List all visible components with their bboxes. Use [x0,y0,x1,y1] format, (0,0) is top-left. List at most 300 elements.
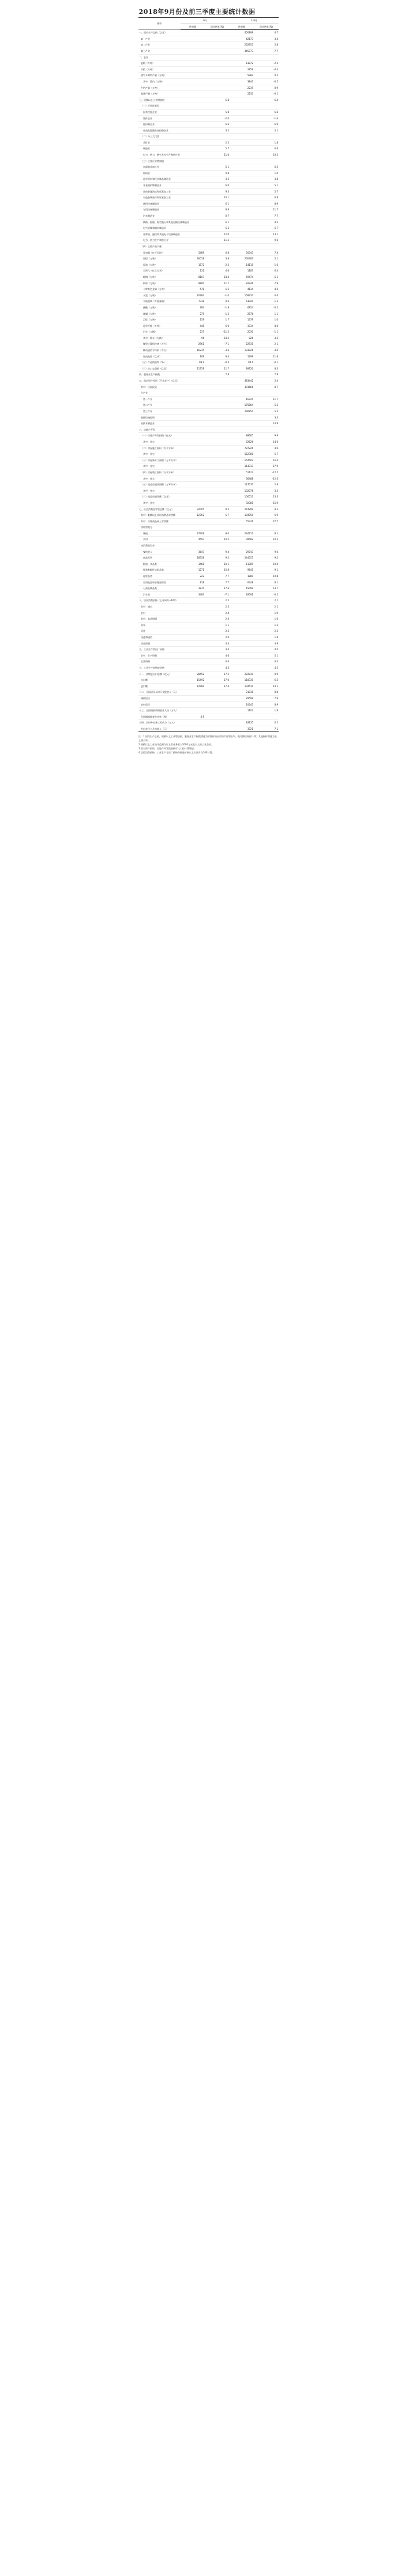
header-month-group: 9月 [181,18,230,24]
ytd-value [230,207,254,213]
table-row [138,323,279,329]
month-value [181,695,205,701]
row-label: 十种有色金属（万吨） [138,286,181,293]
ytd-growth: -0.5 [254,78,279,85]
ytd-growth: 5.1 [254,653,279,659]
table-row [138,36,279,42]
ytd-value: 826 [230,335,254,341]
table-row [138,396,279,402]
row-label: 服装鞋帽针纺织品类 [138,567,181,574]
month-growth: 4.6 [205,268,230,274]
row-label: 采矿业 [138,139,181,146]
ytd-growth: 6.3 [254,164,279,171]
ytd-growth: 9.9 [254,433,279,439]
ytd-growth: 11.7 [254,396,279,402]
ytd-growth: -1.6 [254,115,279,122]
month-growth [205,91,230,97]
month-growth: 6.1 [205,201,230,207]
table-row [138,421,279,427]
ytd-growth [254,714,279,720]
ytd-value [230,653,254,659]
month-growth [205,414,230,421]
ytd-growth: 0.5 [254,720,279,726]
row-label: 其中：实物商品网上零售额 [138,518,181,525]
month-growth: 0.6 [205,659,230,665]
month-value [181,409,205,415]
table-row [138,219,279,225]
ytd-value: 36488 [230,476,254,482]
row-label: 四、服务业生产指数 [138,372,181,378]
month-growth [205,543,230,549]
month-growth: 11.7 [205,365,230,372]
ytd-value [230,225,254,232]
row-label: （五）产品销售率（%） [138,360,181,366]
header-indicator: 指标 [138,18,181,30]
row-label: 城镇居民 [138,695,181,701]
row-label: 农村居民 [138,701,181,708]
row-label: 全国城镇调查失业率（%） [138,714,181,720]
month-value [181,122,205,128]
month-growth [205,701,230,708]
month-value [181,97,205,103]
month-value: 3647 [181,549,205,555]
month-growth [205,482,230,488]
month-value: 32005 [181,506,205,512]
ytd-growth: 7.7 [254,48,279,54]
month-growth [205,451,230,458]
table-row [138,103,279,110]
month-value [181,85,205,91]
month-growth: 10.8 [205,567,230,574]
month-value [181,640,205,647]
month-value [181,665,205,671]
ytd-value: 98.1 [230,360,254,366]
ytd-growth [254,525,279,531]
month-growth: 7.7 [205,579,230,586]
ytd-value: 50343 [230,250,254,256]
ytd-growth: 8.8 [254,689,279,696]
ytd-growth: 1.9 [254,610,279,616]
month-value [181,402,205,409]
ytd-growth: 6.6 [254,146,279,152]
row-label: 第一产业 [138,36,181,42]
month-growth [205,42,230,48]
row-label: 外出农民工月均收入（元） [138,726,181,732]
row-label: 电气机械和器材制造业 [138,225,181,232]
ytd-value: 22935 [230,341,254,348]
table-row [138,482,279,488]
month-growth: 10.5 [205,537,230,543]
ytd-value: 158220 [230,292,254,299]
month-growth: 3.8 [205,256,230,262]
ytd-value: 1299 [230,353,254,360]
month-value [181,188,205,195]
month-value: 275 [181,311,205,317]
table-row [138,109,279,115]
ytd-value [230,414,254,421]
month-growth: 10.1 [205,195,230,201]
ytd-growth [254,427,279,433]
month-growth: 17.4 [205,683,230,689]
ytd-growth: 14.0 [254,439,279,445]
month-growth: 2.5 [205,604,230,610]
month-value: 131 [181,268,205,274]
month-growth [205,36,230,42]
month-value [181,115,205,122]
month-value: 2961 [181,341,205,348]
ytd-value: 483442 [230,378,254,384]
ytd-value: 11389 [230,561,254,567]
row-label: 其中：猪肉（万吨） [138,78,181,85]
month-growth [205,421,230,427]
table-row [138,555,279,561]
row-label: （三）主要行业增加值 [138,158,181,164]
month-growth: 6.0 [205,183,230,189]
month-growth [205,103,230,110]
ytd-growth: 4.6 [254,286,279,293]
table-row [138,591,279,598]
month-value [181,720,205,726]
table-row [138,494,279,500]
row-label: 铁路、船舶、航空航天和其他运输设备制造业 [138,219,181,225]
month-growth [205,457,230,463]
ytd-value [230,134,254,140]
month-value [181,616,205,623]
month-growth: 4.6 [205,653,230,659]
row-label: 夏粮（万吨） [138,61,181,67]
table-row [138,30,279,36]
table-row [138,85,279,91]
table-row [138,543,279,549]
ytd-growth: -12.3 [254,476,279,482]
month-growth: 9.2 [205,555,230,561]
month-growth: 2.4 [205,616,230,623]
table-row [138,152,279,159]
month-value: 159 [181,317,205,323]
month-value [181,500,205,506]
row-label: 第二产业 [138,42,181,48]
ytd-growth: 6.6 [254,109,279,115]
table-row [138,188,279,195]
ytd-value: 62626 [230,439,254,445]
row-label: 九、工业生产者出厂价格 [138,647,181,653]
month-growth [205,494,230,500]
month-growth [205,73,230,79]
row-label: 居住 [138,628,181,635]
month-growth: -3.6 [205,348,230,354]
row-label: 二、农业 [138,54,181,61]
table-row [138,683,279,689]
table-row [138,537,279,543]
row-label: （一）分经济类型 [138,103,181,110]
month-growth: 3.5 [205,176,230,183]
table-row [138,66,279,73]
row-label: 粗钢（万吨） [138,274,181,280]
row-label: 移动通信手持机（万台） [138,348,181,354]
month-value: 98.9 [181,360,205,366]
ytd-value: 16724 [230,396,254,402]
row-label: 化学原料和化学制品制造业 [138,176,181,183]
ytd-growth: -3.0 [254,348,279,354]
month-value [181,445,205,451]
header-ytd-group: 1-9月 [230,18,279,24]
month-value: 15492 [181,677,205,684]
ytd-growth: 1.1 [254,311,279,317]
ytd-value: 14115 [230,262,254,268]
month-value [181,488,205,494]
month-value [181,628,205,635]
row-label: 化妆品类 [138,574,181,580]
row-label: 出口额 [138,677,181,684]
month-value [181,231,205,237]
ytd-growth: 10.8 [254,574,279,580]
ytd-growth: 1.8 [254,634,279,640]
row-label: 集体企业 [138,115,181,122]
month-growth: 2.0 [205,634,230,640]
row-label: 硫酸（万吨） [138,304,181,311]
ytd-value: 222839 [230,671,254,677]
table-row [138,457,279,463]
table-row [138,634,279,640]
ytd-growth: -1.1 [254,329,279,335]
row-label: 微型计算机设备（万台） [138,341,181,348]
ytd-value: 28591 [230,591,254,598]
month-value: 28452 [181,671,205,677]
month-value [181,195,205,201]
ytd-growth: 4.0 [254,445,279,451]
ytd-value [230,115,254,122]
table-row [138,237,279,244]
month-growth: 6.0 [205,323,230,329]
ytd-value: 234717 [230,530,254,537]
month-value [181,30,205,36]
month-value: 1468 [181,561,205,567]
ytd-value: 260487 [230,256,254,262]
table-row [138,701,279,708]
month-value: 7318 [181,299,205,305]
month-growth: 6.1 [205,219,230,225]
table-row [138,628,279,635]
table-row [138,353,279,360]
ytd-growth: 9.9 [254,671,279,677]
row-label: 计算机、通信和其他电子设备制造业 [138,231,181,237]
month-growth: -0.3 [205,360,230,366]
ytd-value: 92380 [230,500,254,506]
ytd-growth: 8.0 [254,323,279,329]
month-growth [205,243,230,250]
ytd-growth: 1.0 [254,317,279,323]
month-growth [205,54,230,61]
month-value [181,701,205,708]
ytd-growth: -4.3 [254,66,279,73]
month-value [181,457,205,463]
month-value: 16235 [181,348,205,354]
month-growth: -14.5 [205,335,230,341]
ytd-value: 2030 [230,329,254,335]
row-label: 汽车类 [138,591,181,598]
ytd-growth: 5.7 [254,188,279,195]
footnote-line: 注：1.国内生产总值、规模以上工业增加值、服务业生产指数增速为扣除价格因素的实际增长率，绝对额按现价计算；其他指标增速为名义增长率。 [138,735,277,742]
table-row [138,677,279,684]
ytd-value: 1107 [230,708,254,714]
month-value [181,384,205,390]
month-value [181,225,205,232]
ytd-growth: 10.4 [254,561,279,567]
month-value [181,451,205,458]
table-row [138,695,279,701]
ytd-value [230,543,254,549]
month-growth: 3.2 [205,127,230,134]
ytd-value [230,103,254,110]
table-row [138,616,279,623]
month-growth: 5.7 [205,512,230,519]
month-growth: 12.0 [205,231,230,237]
ytd-value [230,158,254,164]
footnotes [138,734,279,755]
ytd-value: 3734 [230,323,254,329]
table-row [138,299,279,305]
month-value: 1271 [181,567,205,574]
row-label: （二）分三大门类 [138,134,181,140]
row-label: 交通和通信 [138,634,181,640]
ytd-growth: 5.3 [254,409,279,415]
ytd-value: 114313 [230,463,254,470]
month-growth: 9.2 [205,506,230,512]
ytd-growth: 14.9 [254,421,279,427]
ytd-growth: 5.7 [254,451,279,458]
ytd-value: 104510 [230,683,254,689]
ytd-growth: 5.4 [254,378,279,384]
row-label: 第三产业 [138,409,181,415]
table-row [138,567,279,574]
ytd-growth [254,54,279,61]
ytd-value [230,195,254,201]
month-value: 478 [181,286,205,293]
month-value [181,170,205,176]
table-row [138,708,279,714]
month-value [181,127,205,134]
ytd-growth: 17.9 [254,463,279,470]
ytd-growth: -0.1 [254,360,279,366]
ytd-value: 2250 [230,91,254,97]
ytd-value: 345773 [230,48,254,54]
ytd-value: 290854 [230,409,254,415]
ytd-value [230,628,254,635]
row-label: 分产业 [138,390,181,397]
month-growth: 11.3 [205,237,230,244]
month-growth: -11.5 [205,329,230,335]
month-value: 4.9 [181,714,205,720]
table-row [138,274,279,280]
month-growth [205,726,230,732]
table-row [138,561,279,567]
month-value [181,463,205,470]
month-growth: 1.7 [205,317,230,323]
table-row [138,647,279,653]
table-row [138,378,279,384]
month-value [181,427,205,433]
table-row [138,469,279,476]
row-label: 化学纤维（万吨） [138,323,181,329]
month-value [181,73,205,79]
row-label: 商品零售 [138,555,181,561]
row-label: 第一产业 [138,396,181,402]
row-label: 专用设备制造业 [138,207,181,213]
row-label: 早稻（万吨） [138,66,181,73]
row-label: 天然气（亿立方米） [138,268,181,274]
month-growth: 5.8 [205,97,230,103]
header-ytd-value: 绝对量 [230,24,254,30]
month-value [181,134,205,140]
ytd-value: 21035 [230,689,254,696]
month-growth [205,85,230,91]
table-row [138,610,279,616]
month-value [181,482,205,488]
month-growth [205,384,230,390]
table-row [138,659,279,665]
footnote-line: 3.固定资产投资、房地产开发数据按可比口径计算增速。 [138,747,196,750]
ytd-value [230,201,254,207]
row-label: 基础设施投资 [138,414,181,421]
month-value [181,433,205,439]
ytd-growth: 6.9 [254,512,279,519]
row-label: 发电量（亿千瓦时） [138,250,181,256]
month-growth: -1.8 [205,304,230,311]
ytd-growth: 9.2 [254,555,279,561]
table-row [138,348,279,354]
table-row [138,689,279,696]
row-label: 其中：住宅 [138,500,181,506]
ytd-value [230,170,254,176]
month-growth [205,708,230,714]
table-row [138,500,279,506]
ytd-value: 29743 [230,549,254,555]
ytd-value [230,634,254,640]
month-value: 9800 [181,280,205,286]
ytd-value [230,714,254,720]
month-value [181,213,205,220]
month-growth [205,390,230,397]
month-value [181,647,205,653]
row-label: 制造业 [138,146,181,152]
row-label: 十二、全国居民人均可支配收入（元） [138,689,181,696]
ytd-growth: 5.2 [254,402,279,409]
ytd-value: 301666 [230,384,254,390]
month-growth: 17.0 [205,677,230,684]
month-growth [205,439,230,445]
ytd-value: 69474 [230,274,254,280]
ytd-growth: 8.3 [254,365,279,372]
table-row [138,54,279,61]
ytd-value [230,213,254,220]
ytd-growth: 13.1 [254,231,279,237]
ytd-value [230,54,254,61]
ytd-growth: 2.9 [254,482,279,488]
month-value [181,604,205,610]
table-row [138,176,279,183]
month-growth [205,402,230,409]
statistics-table [138,17,279,732]
table-row [138,372,279,378]
ytd-value: 89720 [230,365,254,372]
table-row [138,433,279,439]
table-row [138,139,279,146]
table-row [138,530,279,537]
ytd-growth [254,103,279,110]
table-row [138,286,279,293]
row-label: 禽蛋产量（万吨） [138,91,181,97]
row-label: 其中：住宅 [138,476,181,482]
